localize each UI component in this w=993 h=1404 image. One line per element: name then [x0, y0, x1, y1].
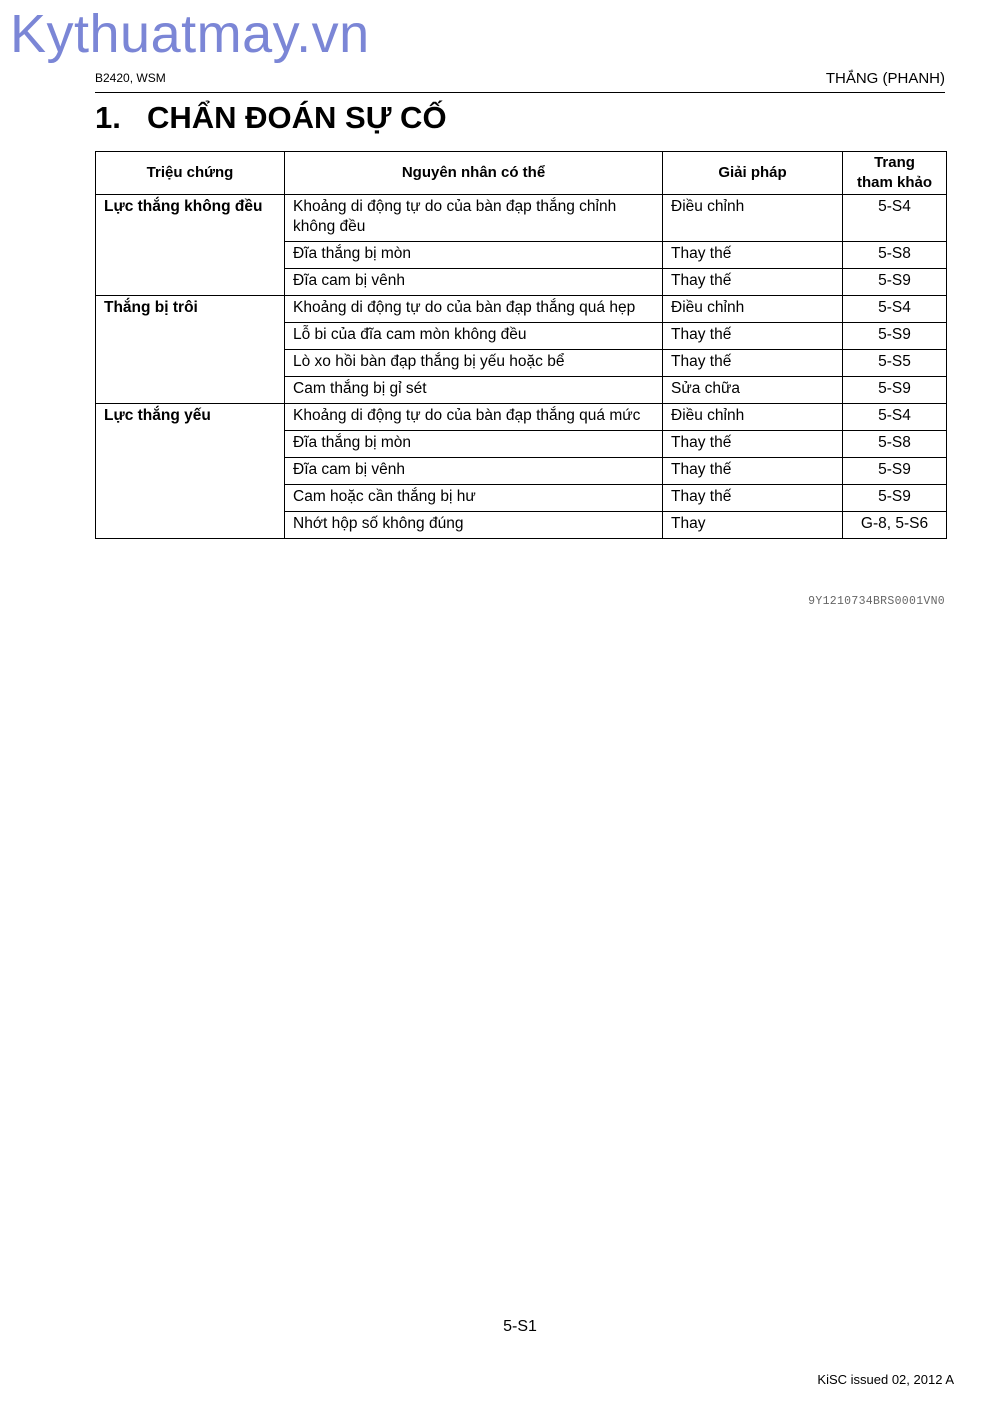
solution-cell: Điều chỉnh — [663, 195, 843, 242]
column-header-symptom: Triệu chứng — [96, 152, 285, 195]
symptom-cell: Thắng bị trôi — [96, 296, 285, 404]
reference-cell: G-8, 5-S6 — [843, 512, 947, 539]
solution-cell: Thay thế — [663, 458, 843, 485]
section-number: 1. — [95, 100, 121, 135]
table-row — [96, 296, 947, 323]
watermark-logo: Kythuatmay.vn — [10, 4, 370, 64]
page-number: 5-S1 — [503, 1318, 537, 1335]
cause-cell: Đĩa thắng bị mòn — [285, 242, 663, 269]
column-header-reference-line1: Trang — [874, 154, 915, 171]
column-header-cause: Nguyên nhân có thể — [285, 152, 663, 195]
symptom-cell: Lực thắng không đều — [96, 195, 285, 296]
reference-cell: 5-S9 — [843, 377, 947, 404]
reference-cell: 5-S8 — [843, 242, 947, 269]
cause-cell: Đĩa cam bị vênh — [285, 269, 663, 296]
column-header-solution: Giải pháp — [663, 152, 843, 195]
table-row — [96, 195, 947, 242]
table-body — [96, 195, 947, 539]
reference-cell: 5-S4 — [843, 195, 947, 242]
table-row — [96, 404, 947, 431]
cause-cell: Khoảng di động tự do của bàn đạp thắng quá hẹp — [285, 296, 663, 323]
reference-cell: 5-S4 — [843, 404, 947, 431]
header-model: B2420, WSM — [95, 71, 166, 85]
column-header-reference — [843, 152, 947, 195]
solution-cell: Sửa chữa — [663, 377, 843, 404]
solution-cell: Điều chỉnh — [663, 296, 843, 323]
reference-cell: 5-S5 — [843, 350, 947, 377]
symptom-cell: Lực thắng yếu — [96, 404, 285, 539]
cause-cell: Lỗ bi của đĩa cam mòn không đều — [285, 323, 663, 350]
cause-cell: Khoảng di động tự do của bàn đạp thắng chỉnh không đều — [285, 195, 663, 242]
table-header-row — [96, 152, 947, 195]
header-chapter: THẮNG (PHANH) — [825, 70, 945, 87]
section-title — [95, 98, 447, 138]
reference-cell: 5-S9 — [843, 485, 947, 512]
solution-cell: Thay thế — [663, 269, 843, 296]
reference-cell: 5-S4 — [843, 296, 947, 323]
cause-cell: Lò xo hồi bàn đạp thắng bị yếu hoặc bể — [285, 350, 663, 377]
cause-cell: Cam hoặc cần thắng bị hư — [285, 485, 663, 512]
header-divider — [95, 92, 945, 93]
document-code: 9Y1210734BRS0001VN0 — [808, 595, 945, 608]
solution-cell: Thay thế — [663, 350, 843, 377]
section-title-text: CHẨN ĐOÁN SỰ CỐ — [147, 100, 447, 135]
reference-cell: 5-S9 — [843, 458, 947, 485]
issue-note: KiSC issued 02, 2012 A — [817, 1372, 954, 1387]
reference-cell: 5-S9 — [843, 269, 947, 296]
solution-cell: Thay thế — [663, 323, 843, 350]
cause-cell: Đĩa cam bị vênh — [285, 458, 663, 485]
troubleshooting-table — [95, 151, 947, 539]
solution-cell: Thay thế — [663, 485, 843, 512]
cause-cell: Đĩa thắng bị mòn — [285, 431, 663, 458]
cause-cell: Cam thắng bị gỉ sét — [285, 377, 663, 404]
solution-cell: Thay — [663, 512, 843, 539]
column-header-reference-line2: tham khảo — [856, 174, 932, 191]
reference-cell: 5-S9 — [843, 323, 947, 350]
solution-cell: Thay thế — [663, 431, 843, 458]
reference-cell: 5-S8 — [843, 431, 947, 458]
solution-cell: Điều chỉnh — [663, 404, 843, 431]
cause-cell: Khoảng di động tự do của bàn đạp thắng quá mức — [285, 404, 663, 431]
cause-cell: Nhớt hộp số không đúng — [285, 512, 663, 539]
solution-cell: Thay thế — [663, 242, 843, 269]
